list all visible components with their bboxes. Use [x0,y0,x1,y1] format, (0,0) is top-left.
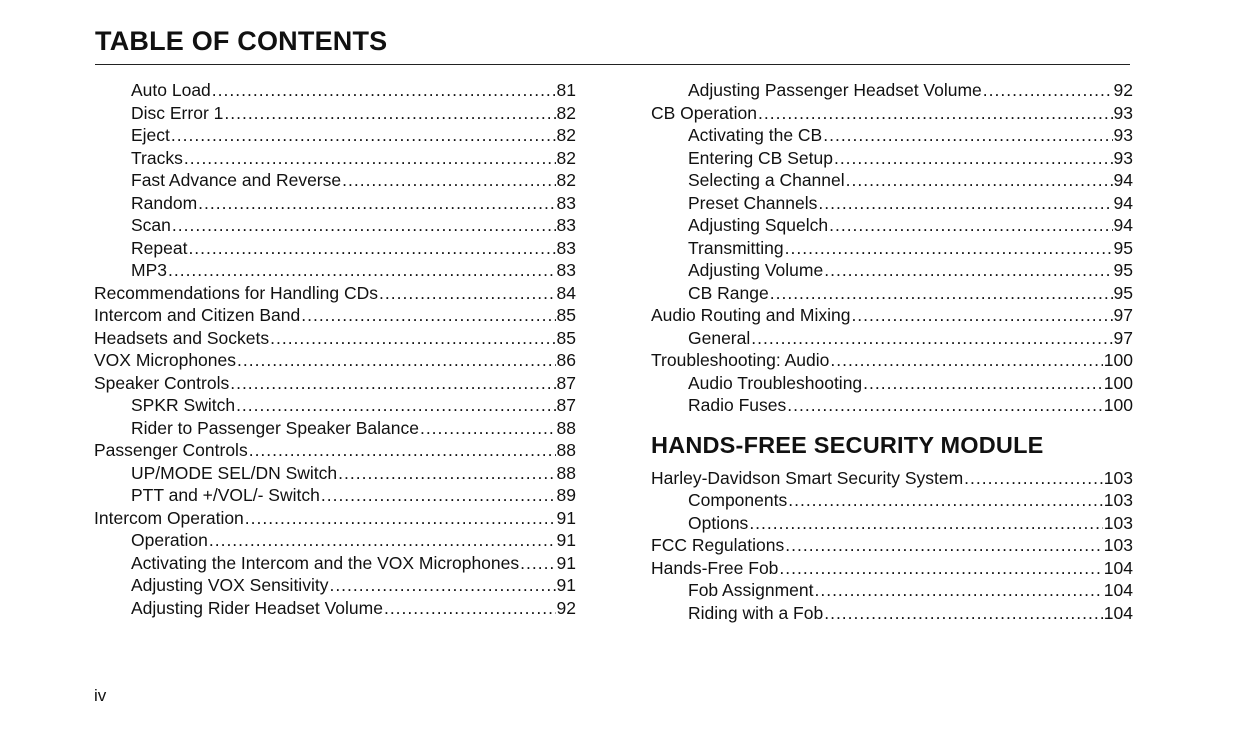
toc-entry[interactable] [94,147,576,170]
dot-leader [198,192,555,215]
toc-entry-label: Adjusting Passenger Headset Volume [688,80,982,100]
toc-entry-label: CB Operation [651,102,758,123]
toc-entry-page: 85 [556,327,576,348]
dot-leader [249,439,556,462]
toc-entry-page: 103 [1103,467,1133,488]
toc-entry[interactable] [651,214,1133,237]
dot-leader [751,327,1112,350]
toc-entry-label: Adjusting Volume [688,260,824,280]
toc-entry-page: 91 [556,575,576,595]
toc-entry-page: 91 [556,507,576,528]
toc-entry-label: Repeat [131,237,188,258]
toc-entry-label: General [688,327,751,348]
dot-leader [188,237,555,260]
dot-leader [846,169,1113,192]
page-number: iv [94,686,107,705]
dot-leader [818,192,1112,215]
dot-leader [230,372,555,395]
dot-leader [829,214,1112,237]
dot-leader [338,462,555,485]
toc-entry-label: Passenger Controls [94,440,248,460]
toc-entry[interactable] [94,169,576,192]
toc-entry-label: Radio Fuses [688,395,787,415]
dot-leader [758,102,1113,125]
toc-entry[interactable] [651,557,1133,580]
dot-leader [237,349,556,372]
toc-entry-label: CB Range [688,282,769,303]
toc-entry-page: 100 [1103,372,1133,393]
toc-entry-page: 103 [1103,512,1133,533]
dot-leader [964,467,1103,490]
toc-entry-label: Fob Assignment [688,580,814,600]
toc-entry-label: Audio Routing and Mixing [651,305,851,325]
toc-entry-label: Fast Advance and Reverse [131,170,342,190]
toc-entry-page: 81 [556,80,576,100]
toc-entry-page: 104 [1103,557,1133,578]
page-title: TABLE OF CONTENTS [95,26,388,56]
dot-leader [342,169,555,192]
toc-entry-page: 83 [556,237,576,258]
dot-leader [814,579,1102,602]
toc-entry[interactable] [94,124,576,147]
toc-entry[interactable] [651,512,1133,535]
toc-entry-label: Intercom and Citizen Band [94,305,301,325]
toc-entry[interactable] [94,349,576,372]
toc-entry-label: Transmitting [688,237,784,258]
dot-leader [168,259,556,282]
toc-entry-page: 97 [1113,305,1133,325]
toc-entry-label: Adjusting Squelch [688,215,829,235]
toc-entry-page: 95 [1113,282,1133,303]
toc-entry-page: 104 [1103,580,1133,600]
toc-entry[interactable] [94,259,576,282]
toc-entry-label: Activating the CB [688,125,823,145]
toc-entry-label: Options [688,512,749,533]
toc-entry-label: Recommendations for Handling CDs [94,282,379,303]
toc-entry-page: 82 [556,147,576,168]
toc-entry[interactable] [94,192,576,215]
toc-entry-page: 93 [1113,125,1133,145]
toc-entry-page: 103 [1103,490,1133,510]
dot-leader [329,574,555,597]
toc-entry-label: Harley-Davidson Smart Security System [651,467,964,488]
toc-entry[interactable] [651,169,1133,192]
dot-leader [209,529,556,552]
dot-leader [788,489,1103,512]
toc-entry[interactable] [94,597,576,620]
toc-entry-page: 87 [556,395,576,415]
toc-entry-page: 93 [1113,102,1133,123]
toc-entry-label: Eject [131,125,170,145]
section-heading: HANDS-FREE SECURITY MODULE [651,431,1044,458]
toc-entry-label: Intercom Operation [94,507,244,528]
toc-entry[interactable] [651,372,1133,395]
toc-entry-page: 95 [1113,237,1133,258]
toc-entry[interactable] [94,574,576,597]
toc-entry-page: 89 [556,485,576,505]
toc-entry[interactable] [651,327,1133,350]
dot-leader [321,484,556,507]
toc-entry-label: Adjusting Rider Headset Volume [131,597,383,618]
toc-entry-page: 94 [1113,192,1133,213]
toc-entry-label: SPKR Switch [131,395,236,415]
toc-right-column [651,79,1133,624]
toc-entry[interactable] [94,552,576,575]
toc-entry[interactable] [651,147,1133,170]
toc-entry[interactable] [94,439,576,462]
toc-entry-label: Tracks [131,147,183,168]
toc-entry-label: VOX Microphones [94,350,237,370]
toc-entry-label: Selecting a Channel [688,170,845,190]
toc-entry-page: 103 [1103,535,1133,555]
toc-entry-label: Operation [131,530,208,550]
toc-entry[interactable] [94,79,576,102]
dot-leader [785,534,1103,557]
toc-entry[interactable] [94,462,576,485]
toc-entry-label: Disc Error 1 [131,102,224,123]
toc-entry-label: Rider to Passenger Speaker Balance [131,417,419,438]
toc-entry-page: 104 [1103,602,1133,623]
dot-leader [770,282,1113,305]
toc-entry-label: Activating the Intercom and the VOX Microphones [131,552,520,573]
toc-entry-page: 82 [556,170,576,190]
toc-entry-label: Hands-Free Fob [651,557,779,578]
toc-entry-label: Troubleshooting: Audio [651,350,830,370]
toc-entry[interactable] [651,489,1133,512]
toc-entry-page: 82 [556,102,576,123]
toc-entry-label: Scan [131,215,171,235]
toc-entry-label: Random [131,192,198,213]
toc-entry-page: 88 [556,417,576,438]
toc-entry[interactable] [94,214,576,237]
title-divider [95,64,1130,65]
dot-leader [245,507,556,530]
toc-entry[interactable] [94,327,576,350]
toc-entry[interactable] [651,124,1133,147]
toc-entry[interactable] [94,102,576,125]
toc-entry-label: Speaker Controls [94,372,230,393]
dot-leader [212,79,556,102]
dot-leader [184,147,556,170]
toc-entry-page: 95 [1113,260,1133,280]
toc-entry-page: 82 [556,125,576,145]
toc-entry[interactable] [94,237,576,260]
toc-entry-label: FCC Regulations [651,535,785,555]
dot-leader [983,79,1113,102]
toc-entry-page: 87 [556,372,576,393]
dot-leader [823,124,1112,147]
toc-entry-label: UP/MODE SEL/DN Switch [131,462,338,483]
toc-entry[interactable] [94,282,576,305]
dot-leader [749,512,1102,535]
dot-leader [520,552,555,575]
toc-entry-label: Auto Load [131,80,211,100]
toc-entry-label: Adjusting VOX Sensitivity [131,575,329,595]
toc-entry[interactable] [651,349,1133,372]
toc-entry-page: 88 [556,440,576,460]
dot-leader [224,102,555,125]
toc-entry[interactable] [94,417,576,440]
toc-entry-page: 91 [556,552,576,573]
toc-entry-page: 83 [556,192,576,213]
toc-left-column [94,79,576,619]
toc-entry[interactable] [651,304,1133,327]
toc-entry[interactable] [651,602,1133,625]
toc-entry[interactable] [651,192,1133,215]
dot-leader [172,214,556,237]
toc-list [651,79,1133,417]
toc-entry-page: 83 [556,215,576,235]
toc-entry-page: 93 [1113,147,1133,168]
toc-entry-label: Components [688,490,788,510]
dot-leader [824,602,1103,625]
dot-leader [379,282,556,305]
dot-leader [851,304,1112,327]
toc-entry-label: Audio Troubleshooting [688,372,863,393]
dot-leader [830,349,1102,372]
toc-entry-page: 84 [556,282,576,303]
toc-entry[interactable] [651,259,1133,282]
dot-leader [270,327,555,350]
dot-leader [787,394,1103,417]
toc-entry[interactable] [94,372,576,395]
toc-entry[interactable] [651,237,1133,260]
dot-leader [824,259,1112,282]
dot-leader [785,237,1113,260]
dot-leader [171,124,556,147]
toc-entry-label: PTT and +/VOL/- Switch [131,485,320,505]
toc-entry[interactable] [651,79,1133,102]
toc-entry-page: 100 [1103,350,1133,370]
toc-entry[interactable] [651,394,1133,417]
toc-entry-label: Riding with a Fob [688,602,824,623]
toc-entry[interactable] [94,394,576,417]
toc-list [651,467,1133,625]
toc-entry-label: Headsets and Sockets [94,327,270,348]
toc-entry[interactable] [651,282,1133,305]
toc-entry-label: MP3 [131,260,167,280]
toc-entry[interactable] [94,304,576,327]
toc-entry-label: Preset Channels [688,192,818,213]
toc-entry[interactable] [94,507,576,530]
toc-entry-page: 91 [556,530,576,550]
toc-entry-label: Entering CB Setup [688,147,833,168]
dot-leader [301,304,555,327]
toc-entry-page: 88 [556,462,576,483]
toc-list [94,79,576,619]
dot-leader [834,147,1113,170]
toc-entry[interactable] [651,579,1133,602]
toc-entry-page: 92 [556,597,576,618]
toc-entry-page: 94 [1113,215,1133,235]
dot-leader [384,597,556,620]
toc-entry[interactable] [651,102,1133,125]
dot-leader [779,557,1102,580]
toc-entry[interactable] [651,534,1133,557]
toc-entry[interactable] [94,529,576,552]
toc-entry-page: 94 [1113,170,1133,190]
toc-entry[interactable] [94,484,576,507]
dot-leader [236,394,555,417]
toc-entry-page: 100 [1103,395,1133,415]
toc-entry-page: 86 [556,350,576,370]
toc-entry-page: 92 [1113,80,1133,100]
dot-leader [863,372,1103,395]
toc-entry-page: 97 [1113,327,1133,348]
dot-leader [420,417,556,440]
toc-entry-page: 85 [556,305,576,325]
toc-entry-page: 83 [556,260,576,280]
toc-entry[interactable] [651,467,1133,490]
